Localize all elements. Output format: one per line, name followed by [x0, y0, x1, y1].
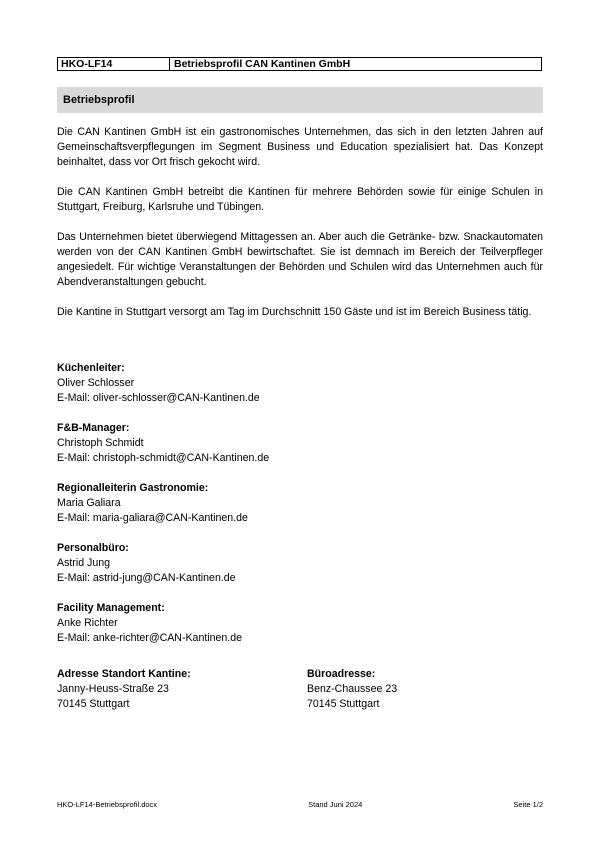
contact-facility-management — [57, 601, 543, 646]
office-address — [307, 667, 543, 712]
document-title: Betriebsprofil CAN Kantinen GmbH — [174, 58, 351, 70]
contact-email: E-Mail: anke-richter@CAN-Kantinen.de — [57, 632, 243, 644]
contact-kuechenleiter — [57, 361, 543, 406]
contact-email: E-Mail: oliver-schlosser@CAN-Kantinen.de — [57, 392, 260, 404]
contact-name: Maria Galiara — [57, 497, 121, 509]
contact-email: E-Mail: astrid-jung@CAN-Kantinen.de — [57, 572, 236, 584]
paragraph: Die CAN Kantinen GmbH ist ein gastronomisches Unternehmen, das sich in den letzten Jahren auf Gemeinschaftsverpflegungen im Segment Business und Education spezialisiert hat. Das Konzept beinhaltet, dass vor Ort frisch gekocht wird. — [57, 126, 543, 168]
contact-fb-manager — [57, 421, 543, 466]
paragraph: Das Unternehmen bietet überwiegend Mittagessen an. Aber auch die Getränke- bzw. Snackautomaten werden von der CAN Kantinen GmbH bewirtschaftet. Sie ist demnach im Bereich der Teilverpfleger angesiedelt. Für wichtige Veranstaltungen der Behörden und Schulen wird das Unternehmen auch für Abendveranstaltungen gebucht. — [57, 231, 543, 288]
body-text — [57, 125, 543, 335]
contact-personalbuero — [57, 541, 543, 586]
contact-name: Oliver Schlosser — [57, 377, 135, 389]
document-header-table — [57, 57, 542, 71]
contact-name: Christoph Schmidt — [57, 437, 144, 449]
contact-email: E-Mail: christoph-schmidt@CAN-Kantinen.de — [57, 452, 270, 464]
site-address — [57, 667, 307, 712]
contact-role: Küchenleiter: — [57, 362, 125, 374]
paragraph: Die Kantine in Stuttgart versorgt am Tag im Durchschnitt 150 Gäste und ist im Bereich Business tätig. — [57, 306, 532, 318]
contact-email: E-Mail: maria-galiara@CAN-Kantinen.de — [57, 512, 248, 524]
contact-list — [57, 361, 543, 661]
contact-role: F&B-Manager: — [57, 422, 130, 434]
contact-name: Astrid Jung — [57, 557, 110, 569]
contact-role: Personalbüro: — [57, 542, 129, 554]
contact-regionalleiterin — [57, 481, 543, 526]
footer-date: Stand Juni 2024 — [308, 800, 363, 809]
address-block — [57, 667, 543, 712]
contact-role: Regionalleiterin Gastronomie: — [57, 482, 209, 494]
site-address-label: Adresse Standort Kantine: — [57, 668, 191, 680]
document-code: HKO-LF14 — [58, 58, 170, 70]
site-address-street: Janny-Heuss-Straße 23 — [57, 683, 169, 695]
section-heading: Betriebsprofil — [57, 87, 543, 113]
footer-filename: HKO-LF14-Betriebsprofil.docx — [57, 800, 158, 809]
footer-page-number: Seite 1/2 — [513, 800, 543, 809]
contact-name: Anke Richter — [57, 617, 118, 629]
office-address-street: Benz-Chaussee 23 — [307, 683, 398, 695]
paragraph: Die CAN Kantinen GmbH betreibt die Kantinen für mehrere Behörden sowie für einige Schulen in Stuttgart, Freiburg, Karlsruhe und Tübingen. — [57, 186, 543, 213]
contact-role: Facility Management: — [57, 602, 165, 614]
site-address-city: 70145 Stuttgart — [57, 698, 130, 710]
office-address-city: 70145 Stuttgart — [307, 698, 380, 710]
page-footer — [57, 800, 543, 809]
office-address-label: Büroadresse: — [307, 668, 376, 680]
